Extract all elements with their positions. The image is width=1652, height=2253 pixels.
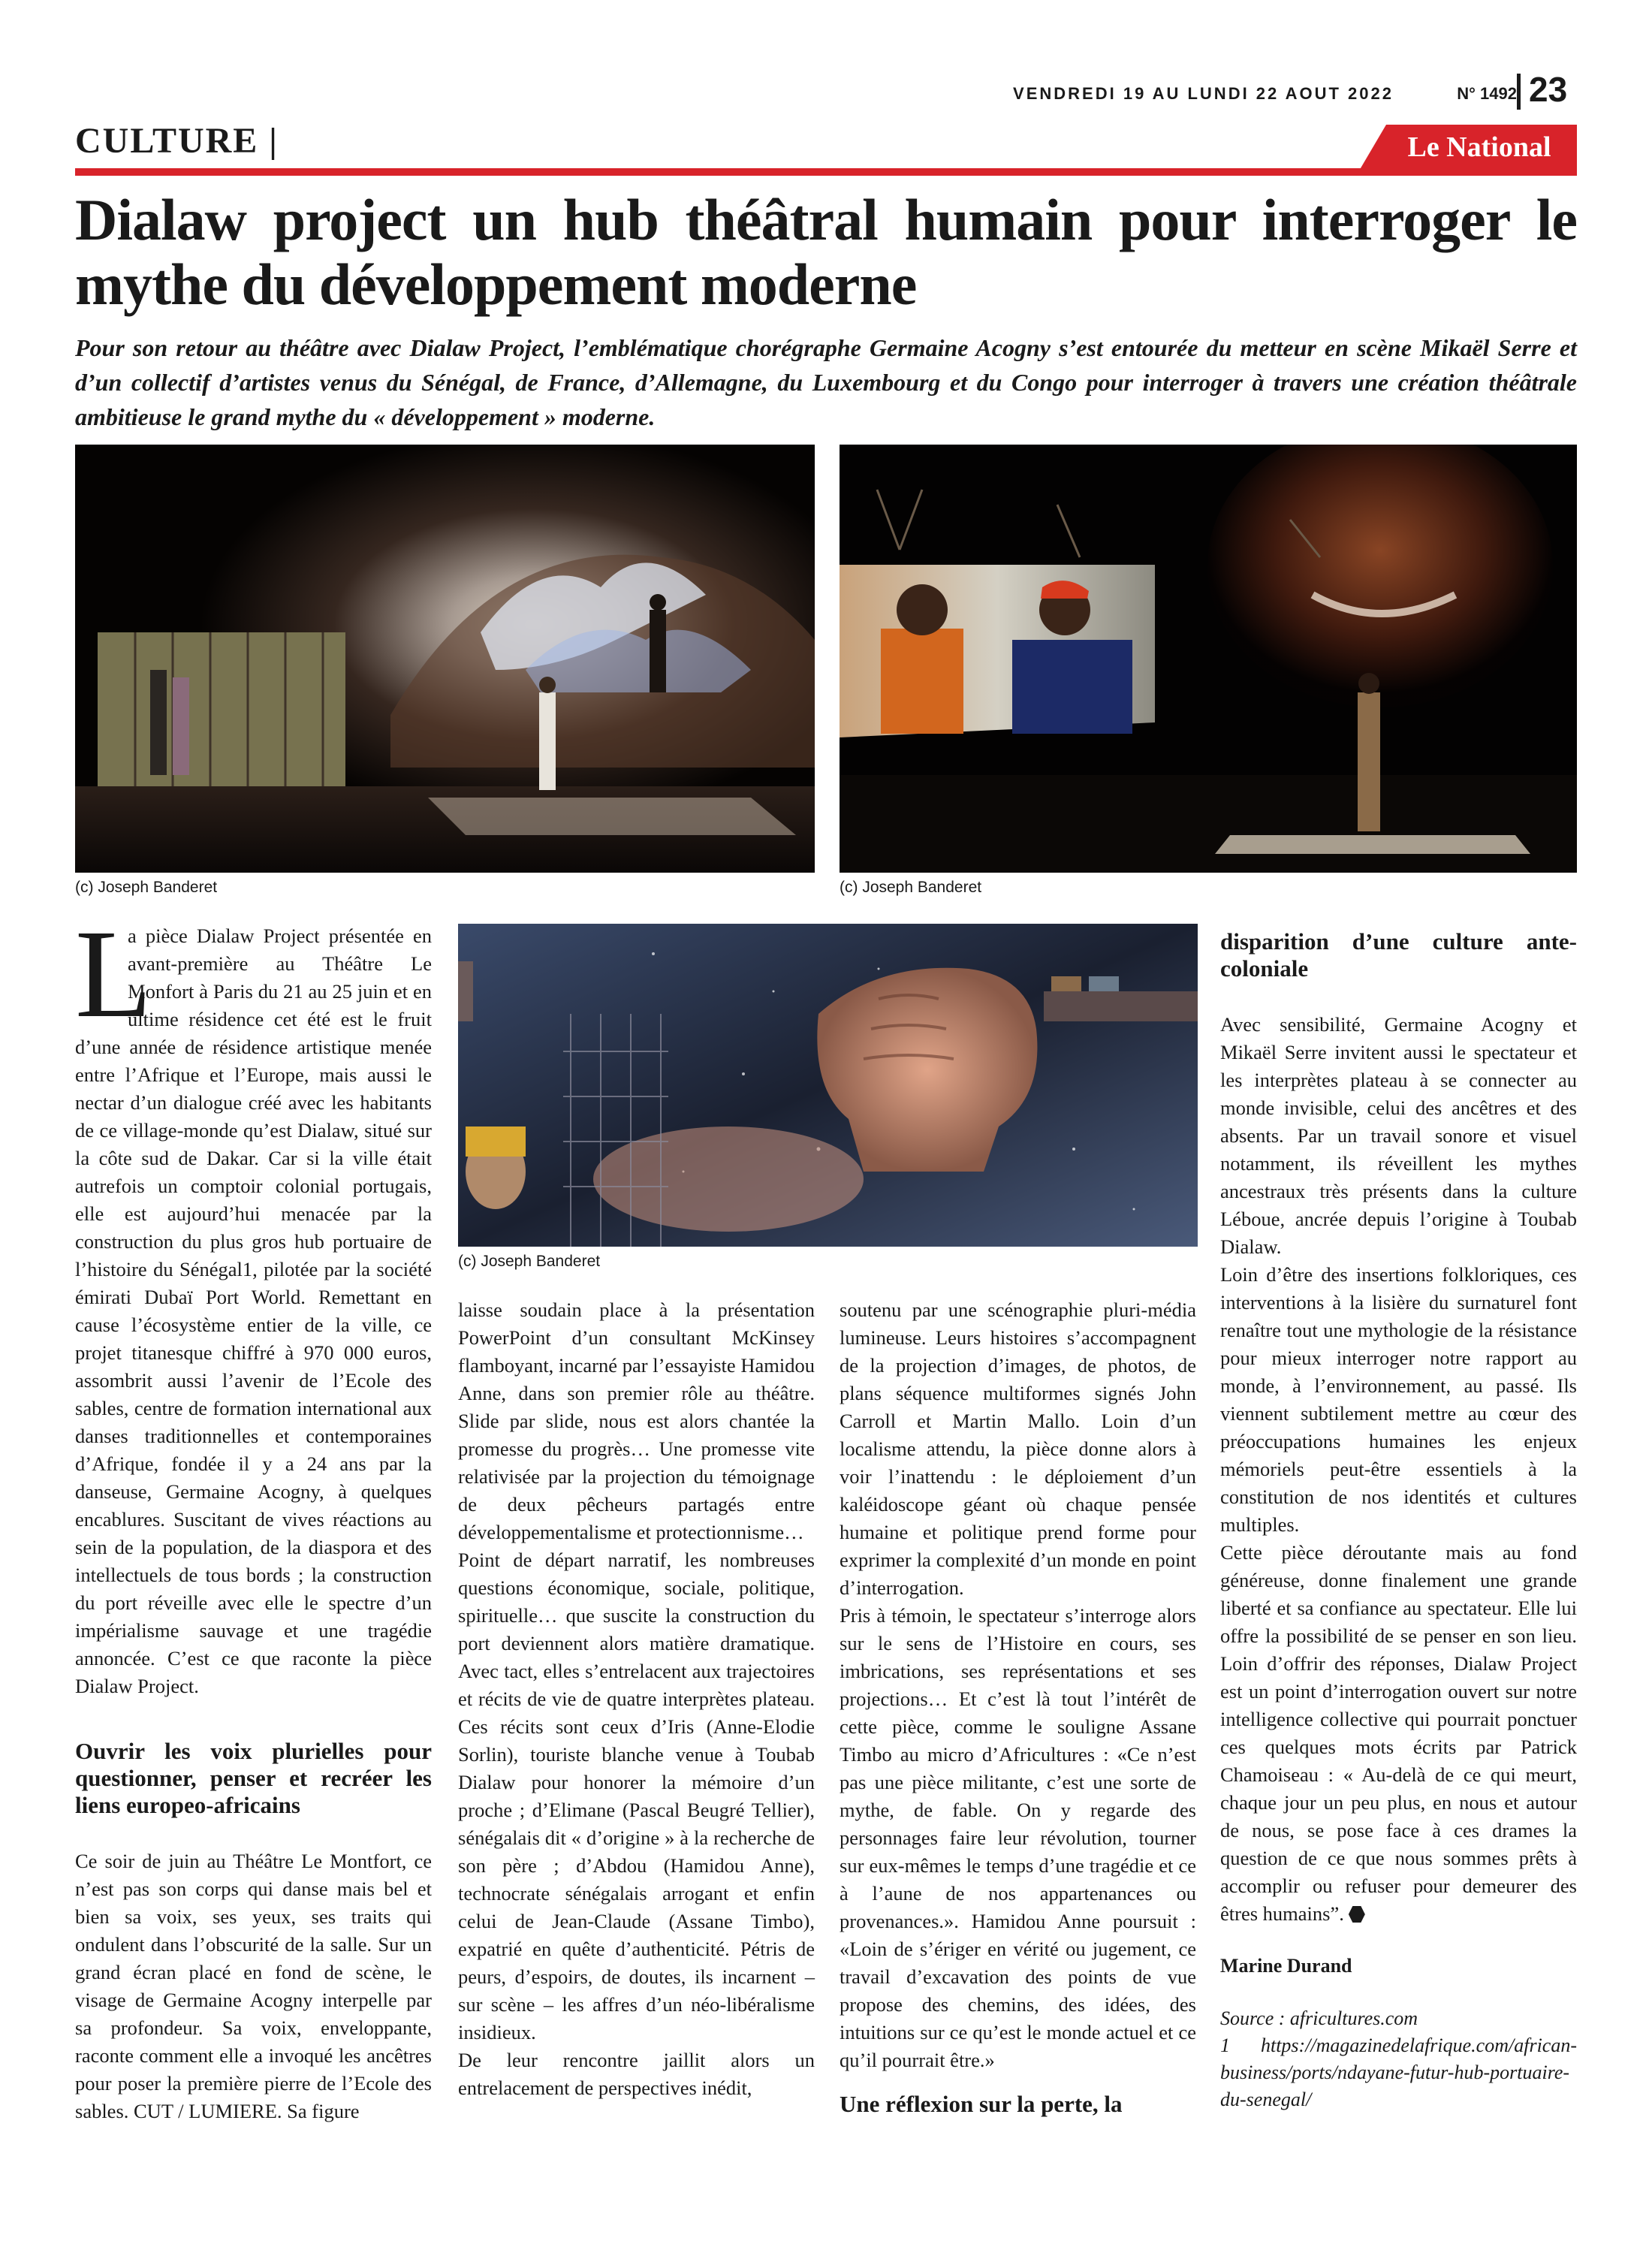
header-rule [75, 168, 1577, 176]
column-4 [1220, 928, 1577, 2113]
photo-credit: (c) Joseph Banderet [840, 879, 982, 896]
end-mark-icon [1349, 1906, 1365, 1923]
page-divider [1517, 74, 1521, 110]
photo-credit: (c) Joseph Banderet [458, 1253, 601, 1270]
stage-fire-illustration [75, 445, 815, 873]
paragraph: laisse soudain place à la présentation PowerPoint d’un consultant McKinsey flamboyant, incarné par l’essayiste Hamidou Anne, dans son premier rôle au théâtre. Slide par slide, nous est alors chantée la promesse du progrès… Une promesse vite relativisée par la projection du témoignage de deux pêcheurs partagés entre développementalisme et protectionnisme… [458, 1298, 815, 1543]
paragraph: Ce soir de juin au Théâtre Le Montfort, ce n’est pas son corps qui danse mais bel et bien sa voix, ses yeux, ses traits qui ondulent dans l’obscurité de la salle. Sur un grand écran placé en fond de scène, le visage de Germaine Acogny interpelle par sa profondeur. Sa voix, enveloppante, raconte comment elle a invoqué les ancêtres pour poser la première pierre de l’Ecole des sables. CUT / LUMIERE. Sa figure [75, 1850, 432, 2122]
column-3 [840, 1296, 1196, 2118]
author-name: Marine Durand [1220, 1955, 1352, 1977]
newspaper-brand: Le National [1407, 131, 1551, 163]
subheading: Une réflexion sur la perte, la [840, 2091, 1123, 2117]
issue-number: N° 1492 [1457, 84, 1517, 103]
paragraph: De leur rencontre jaillit alors un entrelacement de perspectives inédit, [458, 2049, 815, 2099]
paragraph: Loin d’être des insertions folkloriques, ces interventions à la lisière du surnaturel font renaître tout une mythologie de la résistance pour mieux interroger notre rapport au monde, à l’environnement, au passé. Ils viennent subtilement mettre au cœur des préoccupations humaines les enjeux mémoriels peut-être essentiels à la constitution de nos identités et cultures multiples. [1220, 1263, 1577, 1536]
photo-credit: (c) Joseph Banderet [75, 879, 218, 896]
subheading: Ouvrir les voix plurielles pour questionner, penser et recréer les liens europeo-africains [75, 1738, 432, 1818]
collage-photo-fist [458, 924, 1198, 1247]
subheading-continued: disparition d’une culture ante-coloniale [1220, 928, 1577, 982]
paragraph-text: Cette pièce déroutante mais au fond généreuse, donne finalement une grande liberté et sa confiance au spectateur. Elle lui offre la possibilité de se penser en son lieu. Loin d’offrir des réponses, Dialaw Project est un point d’interrogation ouvert sur notre intelligence collective qui pourrait ponctuer ces quelques mots écrits par Patrick Chamoiseau : « Au-delà de ce qui meurt, chaque jour un peu plus, en nous et autour de nous, se pose face à ces drames la question de ce que nous sommes prêts à accomplir ou refuser pour demeurer des êtres humains”. [1220, 1541, 1577, 1925]
paragraph: Pris à témoin, le spectateur s’interroge alors sur le sens de l’Histoire en cours, ses imbrications, ses représentations et ses projections… Et c’est là tout l’intérêt de cette pièce, comme le souligne Assane Timbo au micro d’Africultures : «Ce n’est pas une pièce militante, c’est une sorte de mythe, de fable. On y regarde des personnages faire leur révolution, tourner sur eux-mêmes le temps d’une tragédie et ce à l’aune de nos appartenances ou provenances.». Hamidou Anne poursuit : «Loin de s’ériger en vérité ou jugement, ce travail d’excavation des points de vue propose des chemins, des idées, des intuitions sur ce qu’est le monde actuel et ce qu’il pourrait être.» [840, 1604, 1196, 2071]
paragraph: Point de départ narratif, les nombreuses questions économique, sociale, politique, spirituelle… que suscite la construction du port deviennent alors matière dramatique. Avec tact, elles s’entrelacent aux trajectoires et récits de vie de quatre interprètes plateau. Ces récits sont ceux d’Iris (Anne-Elodie Sorlin), touriste blanche venue à Toubab Dialaw pour honorer la mémoire d’un proche ; d’Elimane (Pascal Beugré Tellier), sénégalais dit « d’origine » à la recherche de son père ; d’Abdou (Hamidou Anne), technocrate sénégalais arrogant et enfin celui de Jean-Claude (Assane Timbo), expatrié en quête d’authenticité. Pétris de peurs, d’espoirs, de doutes, ils incarnent – sur scène – les affres d’un néo-libéralisme insidieux. [458, 1549, 815, 2043]
paragraph: soutenu par une scénographie pluri-média lumineuse. Leurs histoires s’accompagnent de la projection d’images, de photos, de plans séquence multiformes signés John Carroll et Martin Mallo. Loin d’un localisme attendu, la pièce donne alors à voir l’inattendu : le déploiement d’un kaléidoscope géant où chaque pensée humaine et politique prend forme pour exprimer la complexité d’un monde en point d’interrogation. [840, 1298, 1196, 1599]
stage-photo-projection [840, 445, 1577, 873]
article-lede: Pour son retour au théâtre avec Dialaw Project, l’emblématique chorégraphe Germaine Acogny s’est entourée du metteur en scène Mikaël Serre et d’un collectif d’artistes venus du Sénégal, de France, d’Allemagne, du Luxembourg et du Congo pour interroger à travers une création théâtrale ambitieuse le grand mythe du « développement » moderne. [75, 334, 1577, 430]
column-2 [458, 1296, 815, 2102]
article-title: Dialaw project un hub théâtral humain pour interroger le mythe du développement moderne [75, 187, 1577, 317]
fist-collage-illustration [458, 924, 1198, 1247]
stage-photo-fire [75, 445, 815, 873]
column-1 [75, 922, 432, 2125]
footnote-link[interactable]: 1 https://magazinedelafrique.com/african-business/ports/ndayane-futur-hub-portuaire-du-senegal/ [1220, 2034, 1577, 2110]
section-label: CULTURE | [75, 121, 279, 161]
paragraph: Avec sensibilité, Germaine Acogny et Mikaël Serre invitent aussi le spectateur et les interprètes plateau à se connecter au monde invisible, celui des ancêtres et des absents. Par un travail sonore et visuel notamment, ils réveillent les mythes ancestraux très présents dans la culture Léboue, ancrée depuis l’origine à Toubab Dialaw. [1220, 1013, 1577, 1258]
issue-date: VENDREDI 19 AU LUNDI 22 AOUT 2022 [1013, 84, 1394, 103]
page-number: 23 [1529, 70, 1568, 109]
paragraph [1220, 1539, 1577, 1928]
drop-cap: L [75, 904, 152, 1044]
drop-cap-spacer [75, 922, 128, 1027]
paragraph: a pièce Dialaw Project présentée en avant-première au Théâtre Le Monfort à Paris du 21 au 25 juin et en ultime résidence cet été est le fruit d’une année de résidence artistique menée entre l’Afrique et l’Europe, mais aussi le nectar d’un dialogue créé avec les habitants de ce village-monde qu’est Dialaw, situé sur la côte sud de Dakar. Car si la ville était autrefois un comptoir colonial portugais, elle est aujourd’hui menacée par la construction du plus gros hub portuaire de l’histoire du Sénégal1, pilotée par la société émirati Dubaï Port World. Remettant en cause l’écosystème entier de la ville, ce projet titanesque chiffré à 970 000 euros, assombrit aussi l’avenir de l’Ecole des sables, centre de formation international aux danses traditionnelles et contemporaines d’Afrique, fondée il y a 24 ans par la danseuse, Germaine Acogny, à quelques encablures. Suscitant de vives réactions au sein de la population, de la diaspora et des intellectuels de tous bords ; la construction du port réveille avec elle le spectre d’un impérialisme sauvage et une tragédie annoncée. C’est ce que raconte la pièce Dialaw Project. [75, 924, 432, 1697]
stage-projection-illustration [840, 445, 1577, 873]
source-note: Source : africultures.com [1220, 2007, 1418, 2029]
